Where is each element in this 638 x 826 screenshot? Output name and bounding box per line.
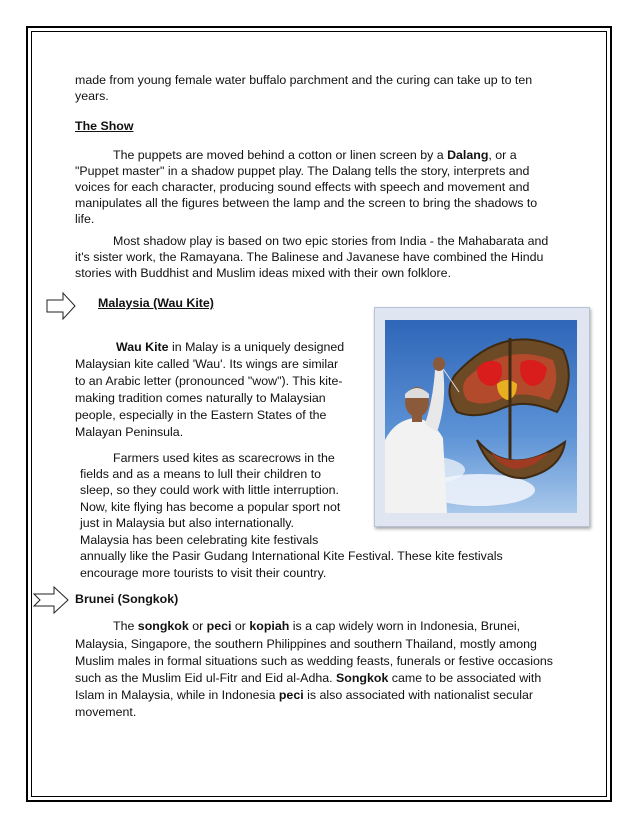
text-run: Islam in Malaysia, while in Indonesia: [75, 688, 279, 702]
intro-line: made from young female water buffalo parchment and the curing can take up to ten: [75, 73, 533, 87]
paragraph-line: Malayan Peninsula.: [75, 425, 184, 439]
paragraph-line: [113, 618, 520, 634]
paragraph-line: Malaysia, Singapore, the southern Philippines and southern Thailand, mostly among: [75, 637, 537, 651]
text-run: in Malay is a uniquely designed: [168, 340, 345, 354]
paragraph-line: Farmers used kites as scarecrows in the: [113, 451, 335, 465]
paragraph-line: Now, kite flying has become a popular sport not: [80, 500, 341, 514]
term-songkok: Songkok: [336, 671, 389, 685]
right-arrow-icon: [33, 586, 69, 614]
right-arrow-icon: [46, 291, 76, 321]
paragraph-line: encourage more tourists to visit their country.: [80, 566, 327, 580]
term-peci: peci: [206, 619, 232, 633]
section-heading-brunei: Brunei (Songkok): [75, 592, 179, 606]
term-songkok: songkok: [137, 619, 189, 633]
paragraph-line: [75, 687, 533, 703]
text-run: is also associated with nationalist secular: [303, 688, 533, 702]
text-run: is a cap widely worn in Indonesia, Brunei,: [289, 619, 521, 633]
text-run: or: [231, 619, 250, 633]
section-heading-malaysia: Malaysia (Wau Kite): [98, 296, 214, 310]
intro-line: years.: [75, 89, 109, 103]
paragraph-line: annually like the Pasir Gudang International Kite Festival. These kite festivals: [80, 549, 503, 563]
text-run: , or a: [488, 148, 517, 162]
wau-kite-photo: [385, 320, 577, 513]
paragraph-line: it's sister work, the Ramayana. The Balinese and Javanese have combined the Hindu: [75, 250, 544, 264]
paragraph-line: "Puppet master" in a shadow puppet play. The Dalang tells the story, interprets and: [75, 164, 530, 178]
paragraph-line: stories with Buddhist and Muslim ideas mixed with their own folklore.: [75, 266, 452, 280]
paragraph-line: movement.: [75, 705, 137, 719]
paragraph-line: Malaysian kite called 'Wau'. Its wings are similar: [75, 357, 339, 371]
term-dalang: Dalang: [447, 148, 489, 162]
paragraph-line: [116, 339, 344, 355]
paragraph-line: voices for each character, producing sound effects with speech and movement and: [75, 180, 530, 194]
term-kopiah: kopiah: [249, 619, 290, 633]
text-run: The: [113, 619, 138, 633]
paragraph-line: [113, 147, 517, 163]
paragraph-line: life.: [75, 212, 95, 226]
term-peci: peci: [278, 688, 304, 702]
text-run: The puppets are moved behind a cotton or linen screen by a: [113, 148, 448, 162]
paragraph-line: to an Arabic letter (pronounced "wow"). This kite-: [75, 374, 343, 388]
term-wau-kite: Wau Kite: [116, 340, 169, 354]
paragraph-line: just in Malaysia but also internationally.: [80, 516, 294, 530]
paragraph-line: Muslim males in formal situations such as wedding feasts, funerals or festive occasions: [75, 654, 553, 668]
paragraph-line: fields and as a means to lull their children to: [80, 467, 322, 481]
text-run: such as the Muslim Eid ul-Fitr and Eid al-Adha.: [75, 671, 337, 685]
paragraph-line: Malaysia has been celebrating kite festivals: [80, 533, 319, 547]
paragraph-line: making tradition comes naturally to Malaysian: [75, 391, 326, 405]
text-run: came to be associated with: [388, 671, 542, 685]
paragraph-line: people, especially in the Eastern States of the: [75, 408, 327, 422]
paragraph-line: Most shadow play is based on two epic stories from India - the Mahabarata and: [113, 234, 549, 248]
text-run: or: [188, 619, 207, 633]
section-heading-the-show: The Show: [75, 119, 134, 133]
paragraph-line: sleep, so they could work with little interruption.: [80, 483, 339, 497]
paragraph-line: [75, 670, 541, 686]
paragraph-line: manipulates all the figures between the lamp and the screen to bring the shadows to: [75, 196, 538, 210]
